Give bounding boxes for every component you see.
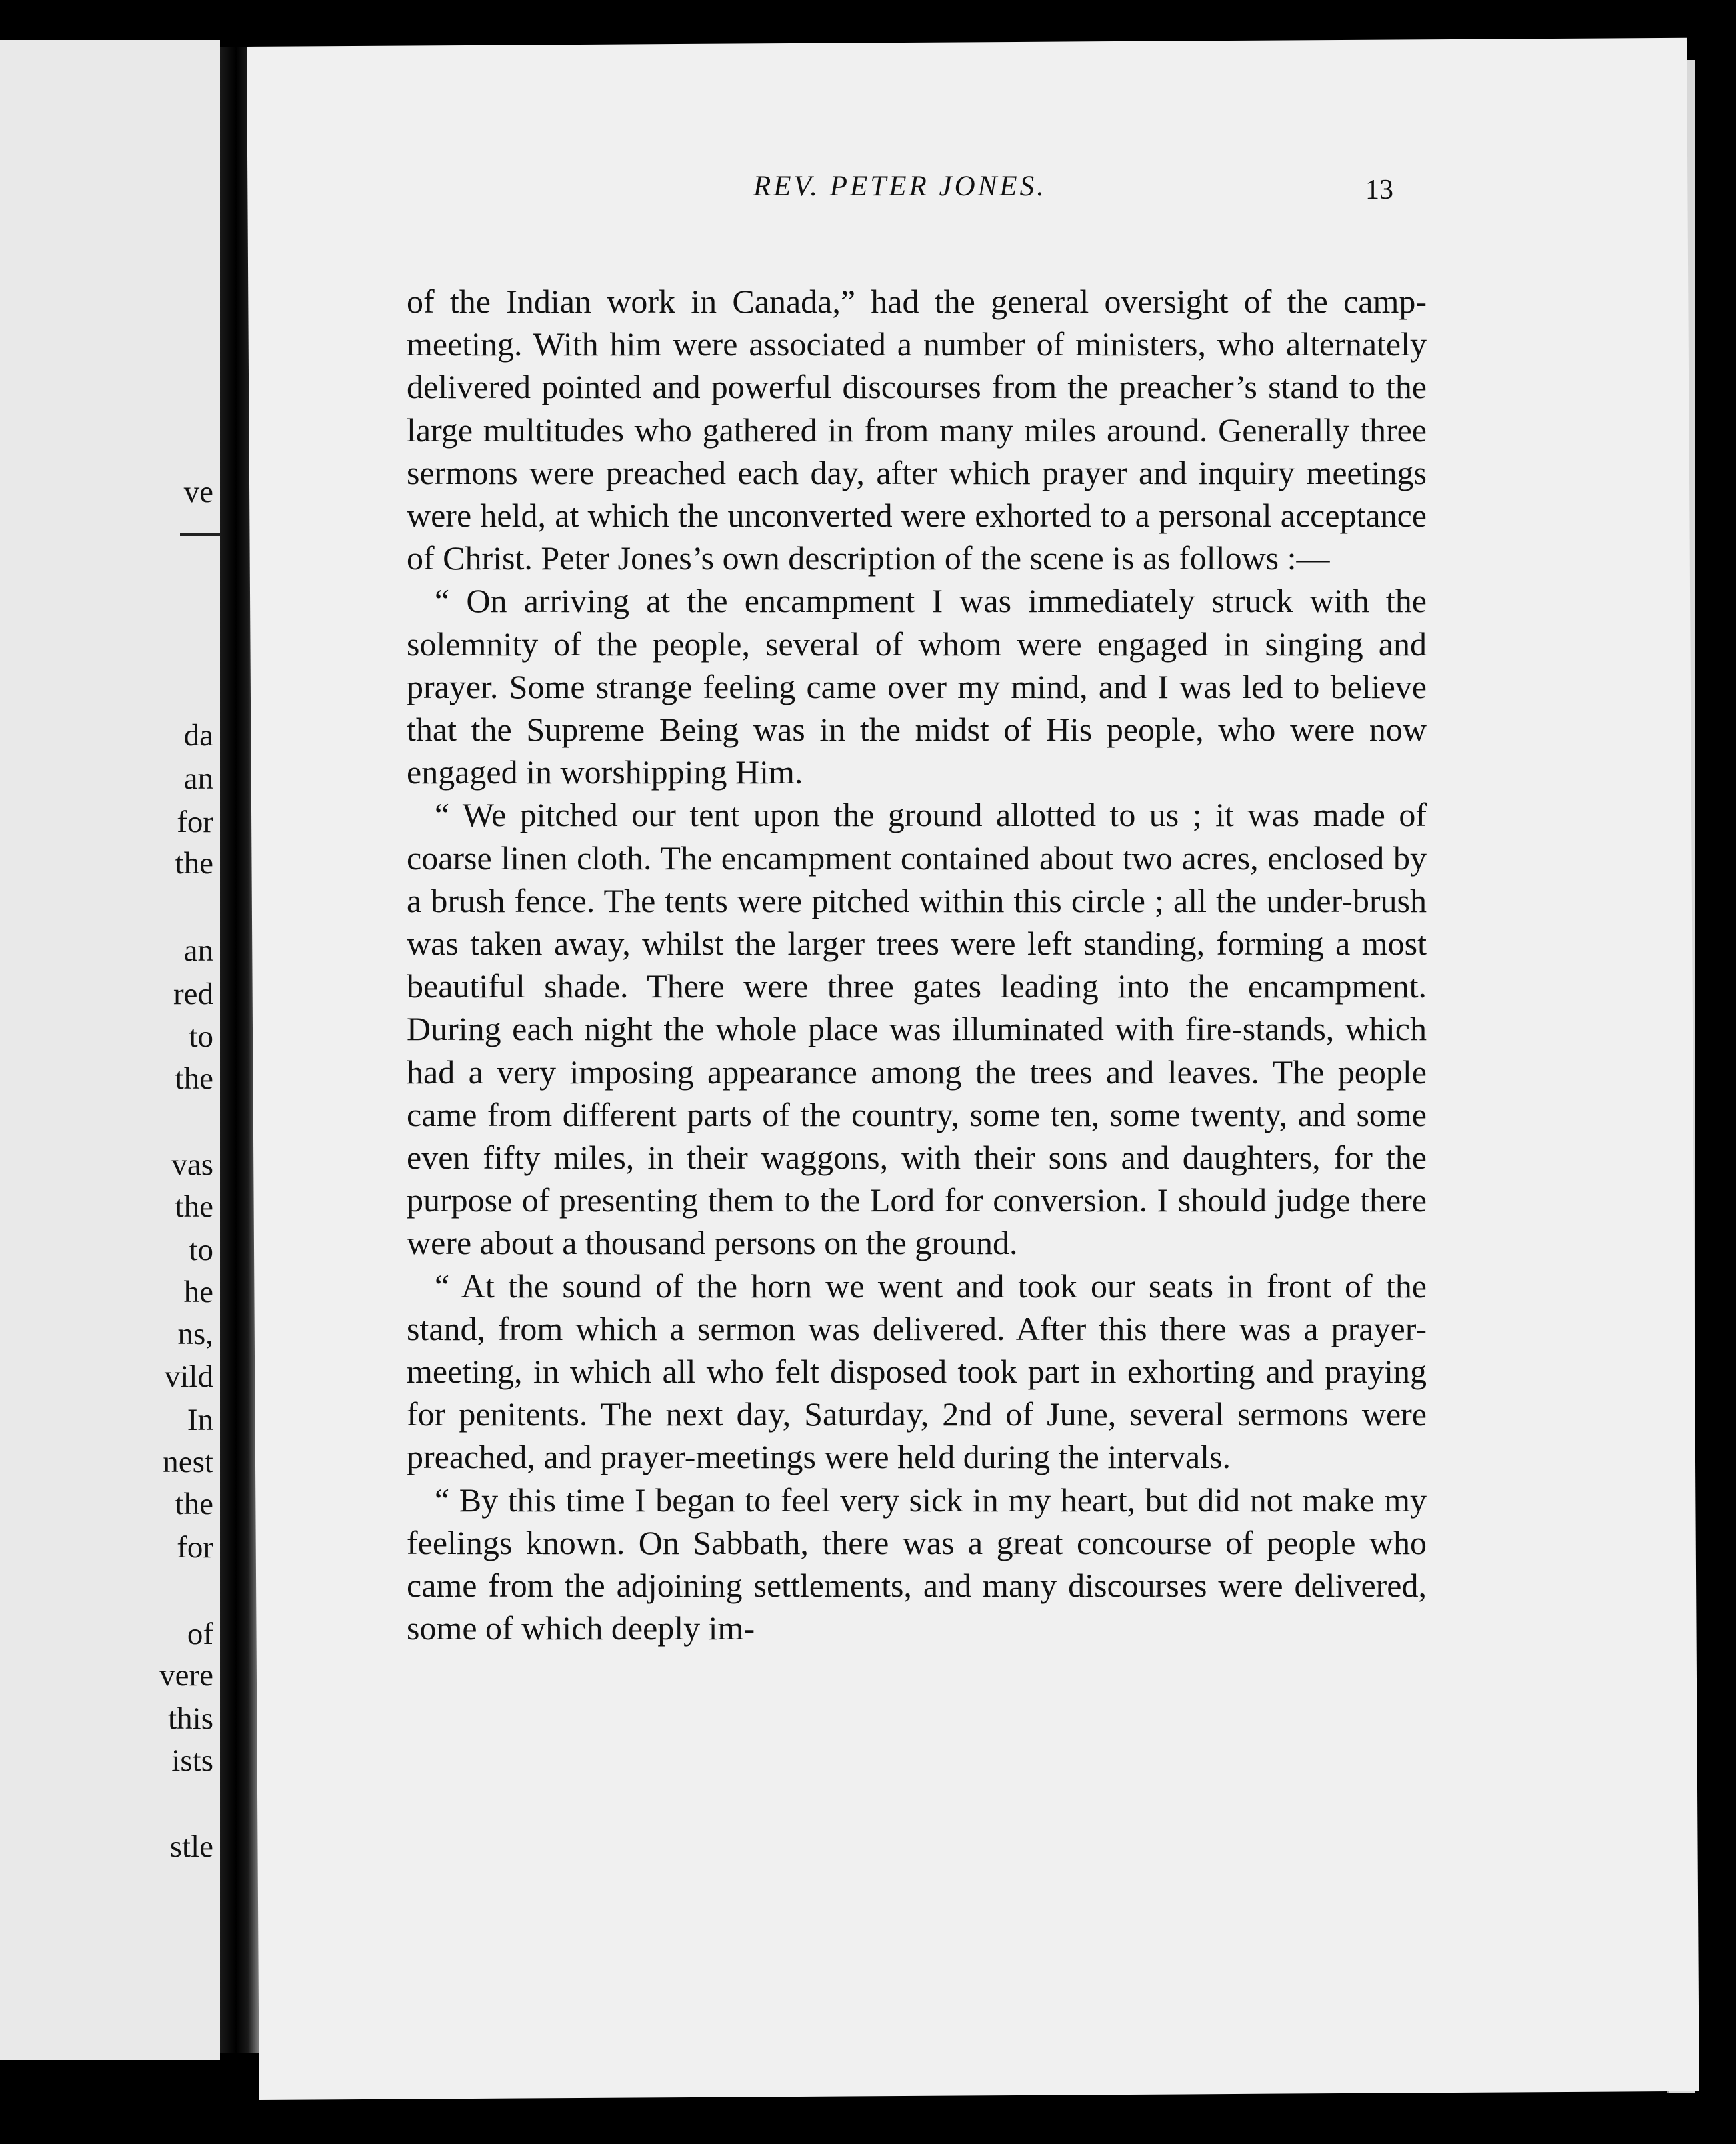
paragraph: “ At the sound of the horn we went and took our seats in front of the stand, from which a sermon was delivered. After this there was a prayer-meeting, in which all who felt disposed took part in exhorting and praying for penitents. The next day, Saturday, 2nd of June, several sermons were preached, and prayer-meetings were held during the intervals. xyxy=(407,1267,1427,1476)
left-page-fragment: ns, xyxy=(177,1317,213,1351)
left-page-fragment: the xyxy=(175,1189,213,1224)
left-page-fragment: of xyxy=(187,1617,213,1651)
left-page-fragment: an xyxy=(183,933,213,968)
left-page-fragment: to xyxy=(189,1233,213,1267)
running-head xyxy=(507,170,1393,217)
left-page-fragment: he xyxy=(183,1275,213,1309)
left-page-fragment: red xyxy=(173,977,213,1011)
left-page-rule xyxy=(180,533,220,536)
left-page-fragment: this xyxy=(168,1701,213,1736)
page-number: 13 xyxy=(1365,175,1393,205)
left-page-fragment: an xyxy=(183,761,213,796)
left-page-fragment: In xyxy=(187,1403,213,1437)
left-page-fragment: vere xyxy=(159,1658,213,1693)
paragraph: “ On arriving at the encampment I was immediately struck with the solemnity of the people, several of whom were engaged in singing and prayer. Some strange feeling came over my mind, and I was led to believe that the Supreme Being was in the midst of His people, who were now engaged in worshipping Him. xyxy=(407,582,1427,791)
left-page-fragment: the xyxy=(175,846,213,881)
body-text xyxy=(407,280,1427,1650)
paragraph: “ By this time I began to feel very sick in my heart, but did not make my feelings known. On Sabbath, there was a great concourse of people who came from the adjoining settlements, and many discourses were delivered, some of which deeply im- xyxy=(407,1481,1427,1647)
left-page-fragment: nest xyxy=(163,1445,213,1479)
left-facing-page xyxy=(0,40,220,2060)
left-page-fragment: vas xyxy=(171,1147,213,1182)
left-page-fragment: the xyxy=(175,1061,213,1096)
left-page-fragment: for xyxy=(177,805,213,839)
left-page-fragment: for xyxy=(177,1530,213,1565)
left-page-fragment: stle xyxy=(169,1829,213,1864)
left-page-fragment: ve xyxy=(183,475,213,509)
paragraph: “ We pitched our tent upon the ground allotted to us ; it was made of coarse linen cloth. The encampment contained about two acres, enclosed by a brush fence. The tents were pitched within this circle ; all the under-brush was taken away, whilst the larger trees were left standing, forming a most beautiful shade. There were three gates leading into the encampment. During each night the whole place was illuminated with fire-stands, which had a very imposing appearance among the trees and leaves. The people came from different parts of the country, some ten, some twenty, and some even fifty miles, in their waggons, with their sons and daughters, for the purpose of presenting them to the Lord for conversion. I should judge there were about a thousand persons on the ground. xyxy=(407,796,1427,1262)
paragraph: of the Indian work in Canada,” had the general oversight of the camp-meeting. With him were associated a number of ministers, who alternately delivered pointed and powerful discourses from the preacher’s stand to the large multitudes who gathered in from many miles around. Generally three sermons were preached each day, after which prayer and inquiry meetings were held, at which the unconverted were exhorted to a personal acceptance of Christ. Peter Jones’s own description of the scene is as follows :— xyxy=(407,283,1427,577)
left-page-fragment: to xyxy=(189,1019,213,1054)
left-page-fragment: vild xyxy=(164,1359,213,1394)
left-page-fragment: da xyxy=(183,718,213,753)
running-title: REV. PETER JONES. xyxy=(753,171,1047,202)
left-page-fragment: ists xyxy=(171,1743,213,1778)
left-page-fragment: the xyxy=(175,1487,213,1521)
